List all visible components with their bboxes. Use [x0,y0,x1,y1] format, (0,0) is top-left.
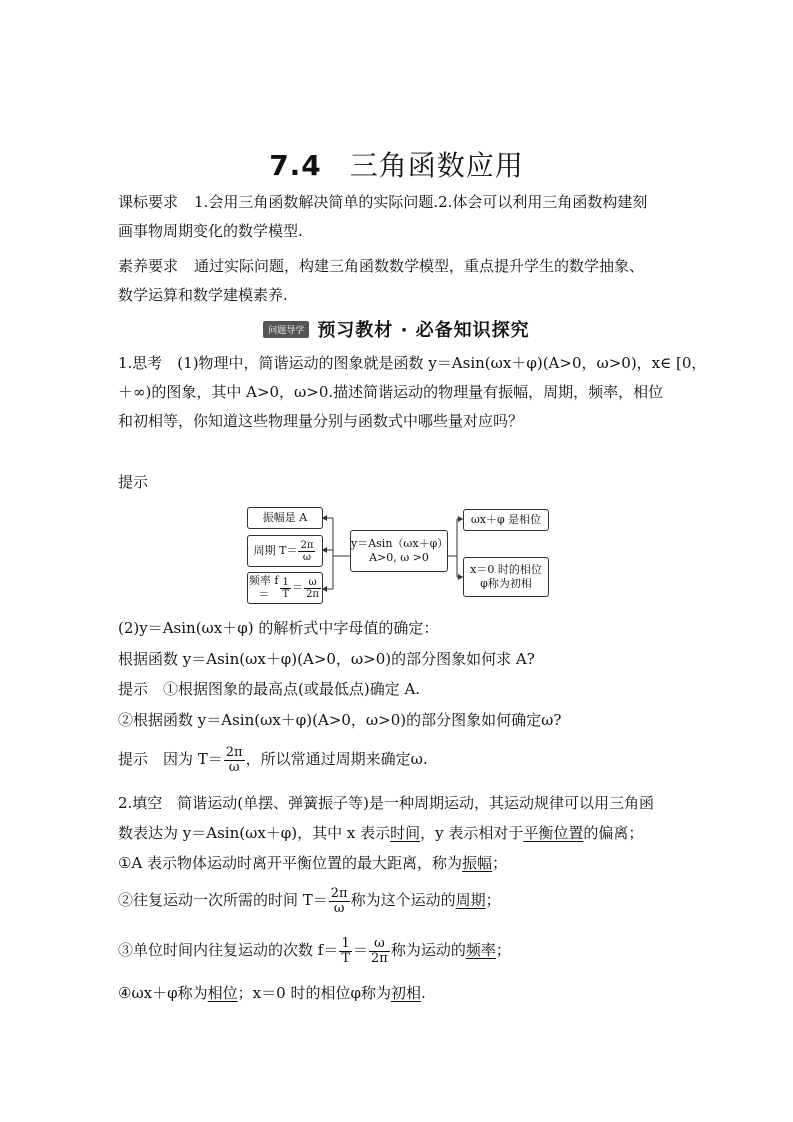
fill-item-4 [118,983,426,1003]
amplitude-text: 振幅是 A [262,511,308,524]
hint-period-prefix: 提示 因为 T＝ [118,750,223,768]
fill-item-3-c: ； [495,941,511,959]
think-line-2: ＋∞)的图象，其中 A>0，ω>0.描述简谐运动的物理量有振幅，周期，频率，相位 [118,383,664,401]
blank-equilibrium: 平衡位置 [523,824,584,842]
section-number: 7.4 [269,148,322,182]
fill-item-3-a: ③单位时间内往复运动的次数 f＝ [118,941,339,959]
period-box [247,535,323,567]
fill-item-2-b: 称为这个运动的 [350,891,456,909]
standard-line-1 [118,192,647,212]
fill-line-1: 2.填空 简谐运动(单摆、弹簧振子等)是一种周期运动，其运动规律可以用三角函 [118,794,655,812]
period-prefix: 周期 T＝ [253,544,298,557]
fill-item-1-b: ； [492,854,508,872]
think-hint: 提示 [118,473,149,491]
frequency-box [247,572,323,604]
banner-title: 预习教材 · 必备知识探究 [317,320,530,341]
center-formula-box [350,530,448,572]
part2-hint-period [118,745,428,775]
fill-item-1 [118,853,507,873]
frequency-fraction-2 [304,577,321,600]
fill-item-2-a: ②往复运动一次所需的时间 T＝ [118,891,328,909]
phase-box [463,509,549,531]
center-formula-line-2: A>0, ω >0 [369,551,429,564]
frequency-numerator-1: 1 [280,577,291,589]
hint-period-suffix: ，所以常通过周期来确定ω. [245,750,428,768]
concept-diagram [245,503,551,603]
amplitude-box [247,507,323,529]
hint-period-fraction [224,746,245,775]
literacy-label: 素养要求 [118,257,179,275]
center-formula-line-1: y＝Asin（ωx＋φ） [351,537,449,550]
standard-text-1: 1.会用三角函数解决简单的实际问题.2.体会可以利用三角函数构建刻 [194,193,648,211]
item2-numerator: 2π [330,885,348,901]
standard-line-2: 画事物周期变化的数学模型. [118,222,303,240]
blank-frequency: 频率 [465,941,496,959]
item3-equals: ＝ [353,941,369,959]
fill-line-2-b: ，y 表示相对于 [420,824,524,842]
literacy-line-1 [118,256,644,276]
part2-line-1: (2)y＝Asin(ωx＋φ) 的解析式中字母值的确定： [118,619,439,637]
part2-line-4: ②根据函数 y＝Asin(ωx＋φ)(A>0，ω>0)的部分图象如何确定ω? [118,711,562,729]
fill-item-2-c: ； [485,891,501,909]
section-title: 三角函数应用 [349,148,524,182]
fill-item-4-a: ④ωx＋φ称为 [118,984,208,1002]
phase-text: ωx＋φ 是相位 [470,513,542,526]
item3-fraction-2 [369,937,390,966]
fill-item-4-c: . [420,984,426,1002]
fill-line-2-a: 数表达为 y＝Asin(ωx＋φ)，其中 x 表示 [118,824,391,842]
part2-line-3: 提示 ①根据图象的最高点(或最低点)确定 A. [118,680,421,698]
blank-initial-phase: 初相 [390,984,421,1002]
blank-period: 周期 [455,891,486,909]
blank-amplitude: 振幅 [462,854,493,872]
banner-tag: 问题导学 [263,321,309,338]
literacy-line-2: 数学运算和数学建模素养. [118,286,288,304]
initial-phase-line-1: x＝0 时的相位 [470,563,542,576]
think-line-3: 和初相等，你知道这些物理量分别与函数式中哪些量对应吗？ [118,412,524,430]
fill-line-2 [118,823,643,843]
item2-fraction [329,887,350,916]
fill-item-2 [118,885,501,916]
fill-line-2-c: 的偏离； [583,824,644,842]
period-denominator: ω [302,551,311,563]
think-line-1: 1.思考 (1)物理中，简谐运动的图象就是函数 y＝Asin(ωx＋φ)(A>0，ω>0)，x∈ [0， [118,354,707,372]
frequency-equals: ＝ [292,581,304,594]
item3-denominator-2: 2π [371,950,388,966]
period-numerator: 2π [300,539,314,551]
period-fraction [298,540,315,563]
frequency-prefix: 频率 f＝ [248,574,279,601]
item3-numerator-2: ω [369,937,390,952]
fill-item-3-b: 称为运动的 [390,941,466,959]
fill-item-3 [118,935,511,966]
item2-denominator: ω [333,900,345,916]
frequency-denominator-1: T [282,588,290,600]
fill-item-1-a: ①A 表示物体运动时离开平衡位置的最大距离，称为 [118,854,463,872]
hint-period-denominator: ω [228,759,240,775]
hint-period-numerator: 2π [225,744,243,760]
frequency-denominator-2: 2π [306,588,319,600]
item3-denominator-1: T [341,950,350,966]
initial-phase-box [463,557,549,597]
blank-phase: 相位 [207,984,238,1002]
fill-item-4-b: ；x＝0 时的相位φ称为 [237,984,391,1002]
standard-label: 课标要求 [118,193,179,211]
literacy-text-1: 通过实际问题，构建三角函数数学模型，重点提升学生的数学抽象、 [194,257,645,275]
frequency-numerator-2: ω [304,577,321,589]
item3-numerator-1: 1 [339,937,352,952]
page-title [0,144,793,184]
frequency-fraction-1 [280,577,291,600]
item3-fraction-1 [339,937,352,966]
initial-phase-line-2: φ称为初相 [480,577,532,590]
section-banner [0,316,793,342]
part2-line-2: 根据函数 y＝Asin(ωx＋φ)(A>0，ω>0)的部分图象如何求 A? [118,650,535,668]
blank-time: 时间 [390,824,421,842]
